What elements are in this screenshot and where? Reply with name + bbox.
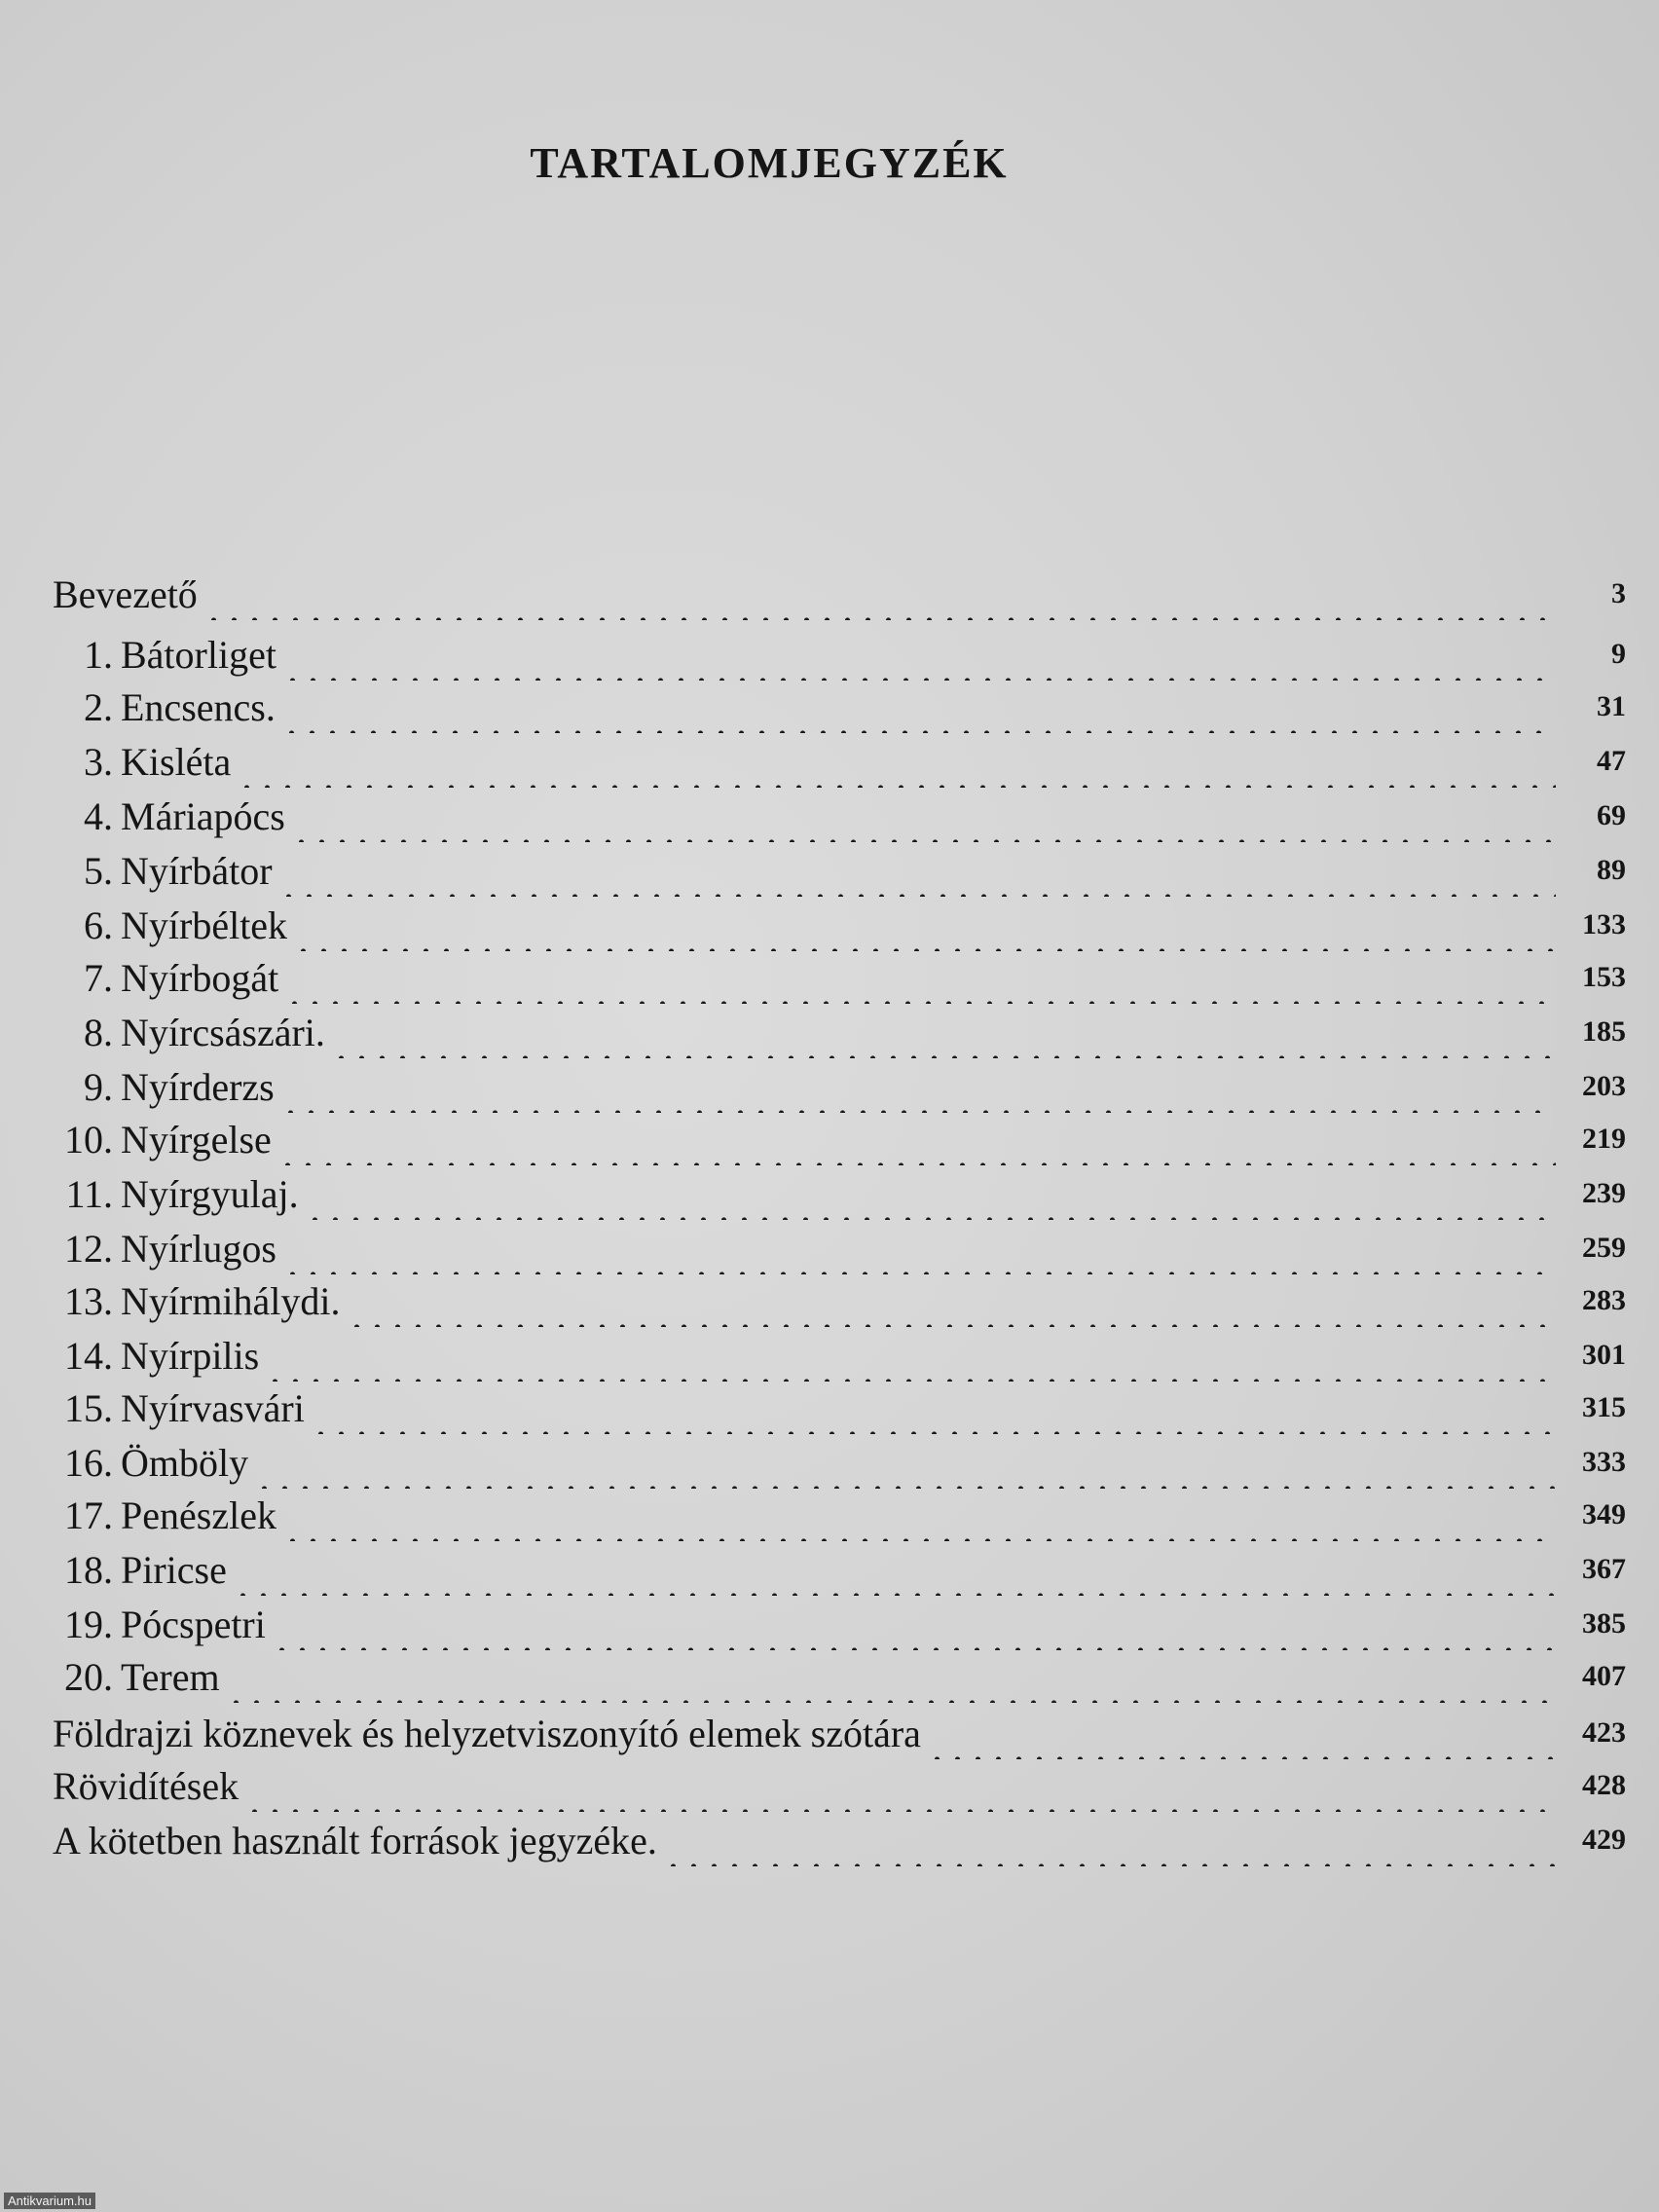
dot-leader <box>291 803 1556 842</box>
toc-entry <box>53 1273 1626 1328</box>
dot-leader <box>284 965 1556 1004</box>
toc-entry <box>53 1813 1626 1867</box>
dot-leader <box>265 1343 1556 1382</box>
toc-entry-title: Nyírpilis <box>121 1333 260 1378</box>
toc-entry-number: 11. <box>65 1171 113 1216</box>
toc-entry-page-number: 315 <box>1582 1391 1626 1423</box>
toc-entry-title: Bátorliget <box>121 632 276 677</box>
toc-entry-title: Terem <box>121 1654 220 1699</box>
toc-entry-title: Kisléta <box>121 739 232 784</box>
toc-entry-page-number: 69 <box>1597 799 1626 831</box>
toc-entry <box>53 1328 1626 1382</box>
toc-entry <box>53 1005 1626 1059</box>
toc-entry-number: 17. <box>64 1493 113 1537</box>
toc-entry-number: 14. <box>64 1333 113 1378</box>
toc-entry-title: Nyírgyulaj. <box>121 1171 299 1216</box>
toc-entry-title: Nyírbátor <box>121 848 273 893</box>
dot-leader <box>331 1019 1556 1058</box>
toc-entry-title: Ömböly <box>121 1440 249 1485</box>
toc-entry-number: 10. <box>64 1117 113 1161</box>
toc-entry <box>53 1758 1626 1813</box>
toc-entry-page-number: 428 <box>1582 1769 1626 1801</box>
toc-entry-number: 4. <box>84 793 113 838</box>
toc-entry <box>53 950 1626 1005</box>
toc-entry-title: Penészlek <box>121 1493 276 1537</box>
toc-entry-page-number: 385 <box>1582 1607 1626 1640</box>
toc-entry-number: 16. <box>64 1440 113 1485</box>
toc-entry-number: 8. <box>84 1010 113 1054</box>
toc-entry-page-number: 349 <box>1582 1498 1626 1530</box>
toc-entry <box>53 627 1626 682</box>
toc-entry-title: Piricse <box>121 1547 227 1592</box>
toc-entry-title: Földrajzi köznevek és helyzetviszonyító elemek szótára <box>53 1711 921 1755</box>
toc-entry-page-number: 219 <box>1582 1123 1626 1155</box>
toc-entry-page-number: 153 <box>1582 961 1626 993</box>
toc-entry <box>53 567 1626 621</box>
toc-entry-page-number: 239 <box>1582 1177 1626 1209</box>
toc-entry-title: Rövidítések <box>53 1763 240 1808</box>
toc-entry-number: 6. <box>84 903 113 947</box>
toc-entry-page-number: 367 <box>1582 1553 1626 1585</box>
toc-entry-title: A kötetben használt források jegyzéke. <box>53 1818 657 1862</box>
toc-entry-title: Nyírmihálydi. <box>121 1278 341 1323</box>
toc-entry-page-number: 423 <box>1582 1716 1626 1749</box>
toc-entry-page-number: 407 <box>1582 1660 1626 1692</box>
dot-leader <box>277 1126 1556 1165</box>
toc-entry-number: 20. <box>64 1654 113 1699</box>
toc-entry-page-number: 3 <box>1611 577 1626 609</box>
toc-entry-page-number: 301 <box>1582 1339 1626 1371</box>
dot-leader <box>244 1773 1556 1812</box>
toc-entry-title: Máriapócs <box>121 793 285 838</box>
toc-entry-title: Nyírbéltek <box>121 903 288 947</box>
toc-entry-title: Nyírgelse <box>121 1117 272 1161</box>
toc-entry-page-number: 31 <box>1597 690 1626 722</box>
dot-leader <box>311 1395 1556 1434</box>
toc-entry-title: Encsencs. <box>121 684 276 729</box>
site-watermark: Antikvarium.hu <box>4 2193 95 2209</box>
toc-entry-page-number: 429 <box>1582 1824 1626 1856</box>
dot-leader <box>927 1720 1556 1759</box>
toc-entry-page-number: 333 <box>1582 1446 1626 1478</box>
toc-entry <box>53 1706 1626 1760</box>
toc-entry <box>53 1381 1626 1435</box>
page-title: TARTALOMJEGYZÉK <box>530 139 1009 187</box>
dot-leader <box>203 581 1556 620</box>
toc-entry-number: 3. <box>84 739 113 784</box>
toc-entry <box>53 680 1626 734</box>
toc-entry <box>53 898 1626 952</box>
dot-leader <box>272 1611 1556 1650</box>
toc-entry <box>53 1542 1626 1597</box>
toc-entry-page-number: 203 <box>1582 1070 1626 1102</box>
dot-leader <box>305 1181 1556 1220</box>
toc-entry-number: 9. <box>84 1064 113 1109</box>
toc-entry-number: 5. <box>84 848 113 893</box>
toc-entry <box>53 1166 1626 1221</box>
toc-entry <box>53 1435 1626 1490</box>
toc-entry-page-number: 47 <box>1597 745 1626 777</box>
toc-entry <box>53 789 1626 843</box>
dot-leader <box>281 694 1556 733</box>
toc-entry-page-number: 133 <box>1582 908 1626 940</box>
toc-entry-number: 1. <box>84 632 113 677</box>
dot-leader <box>226 1664 1556 1703</box>
toc-entry-number: 2. <box>84 684 113 729</box>
toc-entry-page-number: 9 <box>1611 638 1626 670</box>
dot-leader <box>347 1288 1556 1327</box>
toc-entry-number: 19. <box>64 1602 113 1646</box>
toc-entry-page-number: 283 <box>1582 1284 1626 1316</box>
toc-entry <box>53 1488 1626 1542</box>
dot-leader <box>237 749 1556 788</box>
toc-entry-title: Nyírbogát <box>121 955 279 1000</box>
dot-leader <box>233 1557 1556 1596</box>
toc-entry <box>53 734 1626 789</box>
toc-entry-page-number: 185 <box>1582 1015 1626 1048</box>
dot-leader <box>293 912 1556 951</box>
toc-entry-title: Nyírvasvári <box>121 1385 305 1430</box>
toc-entry-title: Bevezető <box>53 571 198 616</box>
dot-leader <box>278 858 1556 897</box>
toc-entry <box>53 843 1626 898</box>
dot-leader <box>254 1450 1556 1489</box>
toc-entry-page-number: 89 <box>1597 854 1626 886</box>
toc-entry-page-number: 259 <box>1582 1232 1626 1264</box>
toc-entry-number: 18. <box>64 1547 113 1592</box>
toc-entry-number: 7. <box>84 955 113 1000</box>
toc-entry-title: Nyírcsászári. <box>121 1010 325 1054</box>
toc-entry <box>53 1649 1626 1704</box>
dot-leader <box>663 1827 1556 1866</box>
toc-entry <box>53 1221 1626 1275</box>
toc-entry <box>53 1059 1626 1114</box>
toc-entry <box>53 1112 1626 1166</box>
toc-entry <box>53 1597 1626 1651</box>
dot-leader <box>282 642 1556 681</box>
toc-entry-number: 13. <box>64 1278 113 1323</box>
toc-entry-title: Nyírlugos <box>121 1226 276 1271</box>
toc-entry-title: Nyírderzs <box>121 1064 275 1109</box>
dot-leader <box>280 1074 1556 1113</box>
dot-leader <box>282 1502 1556 1541</box>
toc-entry-title: Pócspetri <box>121 1602 266 1646</box>
dot-leader <box>282 1235 1556 1274</box>
toc-entry-number: 12. <box>64 1226 113 1271</box>
toc-entry-number: 15. <box>64 1385 113 1430</box>
